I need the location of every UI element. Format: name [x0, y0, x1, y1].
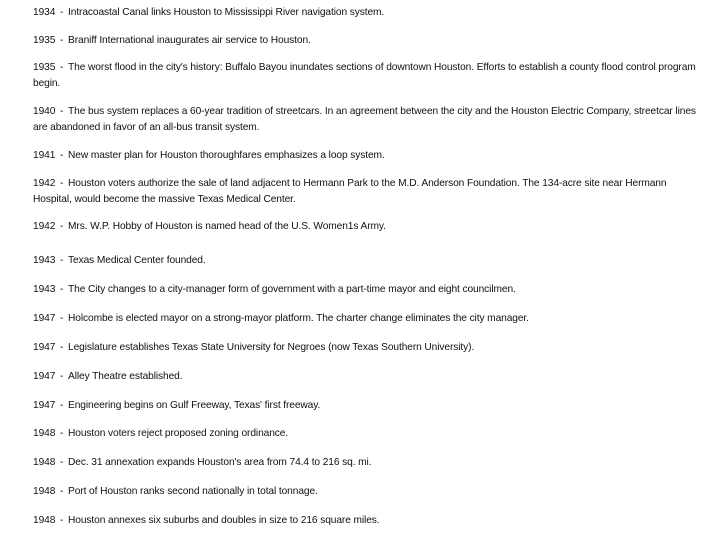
timeline-entry — [33, 33, 703, 49]
entry-year: 1935 — [33, 35, 56, 46]
entry-text: Port of Houston ranks second nationally in total tonnage. — [68, 486, 318, 497]
entry-separator: - — [57, 371, 67, 382]
entry-separator: - — [57, 62, 67, 73]
entry-year: 1942 — [33, 221, 56, 232]
entry-text: Holcombe is elected mayor on a strong-mayor platform. The charter change eliminates the city manager. — [68, 313, 529, 324]
entry-text: Houston voters reject proposed zoning ordinance. — [68, 428, 289, 439]
entry-text: The worst flood in the city's history: Buffalo Bayou inundates sections of downtown Houston. Efforts to establish a county flood control program begin. — [33, 62, 696, 89]
timeline-entry — [33, 282, 703, 298]
entry-year: 1935 — [33, 62, 56, 73]
entry-separator: - — [57, 7, 67, 18]
entry-text: Legislature establishes Texas State University for Negroes (now Texas Southern University). — [68, 342, 475, 353]
entry-text: Engineering begins on Gulf Freeway, Texas' first freeway. — [68, 400, 321, 411]
entry-text: The bus system replaces a 60-year tradition of streetcars. In an agreement between the city and the Houston Electric Company, streetcar lines are abandoned in favor of an all-bus transit system. — [33, 106, 696, 133]
entry-separator: - — [57, 255, 67, 266]
entry-year: 1934 — [33, 7, 56, 18]
entry-separator: - — [57, 106, 67, 117]
timeline-entry — [33, 219, 703, 235]
entry-separator: - — [57, 178, 67, 189]
timeline-entry — [33, 340, 703, 356]
entry-year: 1948 — [33, 486, 56, 497]
entry-text: Mrs. W.P. Hobby of Houston is named head of the U.S. Women1s Army. — [68, 221, 386, 232]
timeline-entry — [33, 5, 703, 21]
entry-year: 1942 — [33, 178, 56, 189]
timeline-entry — [33, 311, 703, 327]
entry-year: 1948 — [33, 457, 56, 468]
entry-separator: - — [57, 486, 67, 497]
timeline-entry — [33, 513, 703, 529]
entry-text: Intracoastal Canal links Houston to Mississippi River navigation system. — [68, 7, 385, 18]
timeline-entry — [33, 148, 703, 164]
entry-year: 1940 — [33, 106, 56, 117]
entry-text: The City changes to a city-manager form of government with a part-time mayor and eight councilmen. — [68, 284, 516, 295]
entry-text: Alley Theatre established. — [68, 371, 183, 382]
entry-text: New master plan for Houston thoroughfares emphasizes a loop system. — [68, 150, 385, 161]
entry-text: Dec. 31 annexation expands Houston's area from 74.4 to 216 sq. mi. — [68, 457, 372, 468]
timeline-entry — [33, 484, 703, 500]
entry-year: 1948 — [33, 515, 56, 526]
entry-text: Texas Medical Center founded. — [68, 255, 206, 266]
timeline-entry — [33, 253, 703, 269]
entry-separator: - — [57, 221, 67, 232]
entry-year: 1943 — [33, 284, 56, 295]
entry-text: Braniff International inaugurates air service to Houston. — [68, 35, 311, 46]
entry-year: 1947 — [33, 400, 56, 411]
entry-separator: - — [57, 457, 67, 468]
entry-year: 1941 — [33, 150, 56, 161]
entry-separator: - — [57, 284, 67, 295]
timeline-entry — [33, 455, 703, 471]
entry-separator: - — [57, 400, 67, 411]
timeline-entry — [33, 176, 703, 207]
entry-year: 1948 — [33, 428, 56, 439]
entry-separator: - — [57, 515, 67, 526]
timeline-entry — [33, 426, 703, 442]
timeline-entry — [33, 60, 703, 91]
timeline-entry — [33, 369, 703, 385]
entry-year: 1947 — [33, 313, 56, 324]
entry-text: Houston annexes six suburbs and doubles in size to 216 square miles. — [68, 515, 380, 526]
entry-separator: - — [57, 150, 67, 161]
entry-year: 1943 — [33, 255, 56, 266]
timeline-entry — [33, 398, 703, 414]
entry-year: 1947 — [33, 371, 56, 382]
entry-separator: - — [57, 35, 67, 46]
entry-separator: - — [57, 313, 67, 324]
timeline-entry — [33, 104, 703, 135]
entry-separator: - — [57, 428, 67, 439]
entry-text: Houston voters authorize the sale of land adjacent to Hermann Park to the M.D. Anderson Foundation. The 134-acre site near Hermann Hospital, would become the massive Texas Medical Center. — [33, 178, 667, 205]
entry-separator: - — [57, 342, 67, 353]
entry-year: 1947 — [33, 342, 56, 353]
